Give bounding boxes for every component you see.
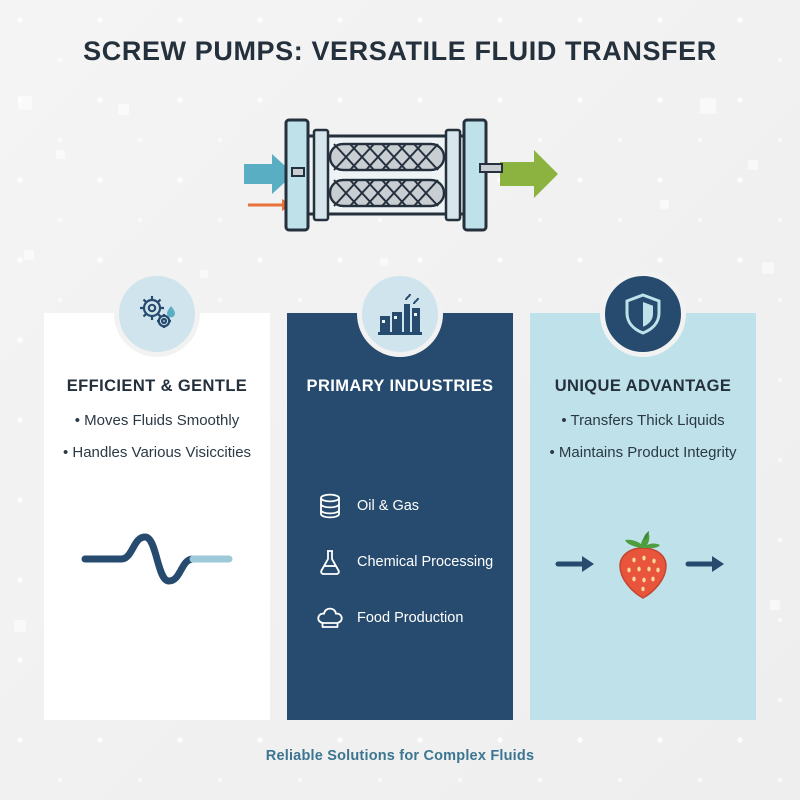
list-item: • Transfers Thick Liquids [561,412,725,430]
industry-label: Chemical Processing [357,554,494,570]
strawberry-transfer-graphic [530,522,756,602]
card-efficient-gentle [44,313,270,720]
page-title: SCREW PUMPS: VERSATILE FLUID TRANSFER [83,36,717,66]
decorative-square [18,96,32,110]
decorative-square [380,258,388,266]
list-item [313,603,513,633]
list-item: • Handles Various Visiccities [62,443,252,461]
decorative-square [762,262,774,274]
right-transfer-arrow [688,556,724,572]
screw-pump-diagram [0,112,800,252]
left-transfer-arrow [558,556,594,572]
flask-icon [313,547,347,577]
card-title: EFFICIENT & GENTLE [66,377,248,395]
list-item [313,547,513,577]
card-primary-industries [287,313,513,720]
card-title: UNIQUE ADVANTAGE [554,377,732,395]
flow-wave-graphic [44,529,270,594]
decorative-square [200,270,208,278]
factory-icon [357,271,443,357]
gears-droplet-icon [114,271,200,357]
industry-list [287,491,513,659]
industry-label: Food Production [357,610,464,626]
list-item: • Moves Fluids Smoothly [74,412,240,430]
outlet-arrow [500,150,558,198]
chef-hat-icon [313,603,347,633]
strawberry-illustration [620,531,666,598]
industry-label: Oil & Gas [357,498,420,514]
decorative-square [14,620,26,632]
card-bullet-list [542,409,744,464]
footer-tagline: Reliable Solutions for Complex Fluids [265,748,535,764]
shield-icon [600,271,686,357]
list-item [313,491,513,521]
list-item: • Maintains Product Integrity [549,443,737,461]
card-unique-advantage [530,313,756,720]
decorative-square [770,600,780,610]
card-title: PRIMARY INDUSTRIES [306,377,494,395]
oil-barrel-icon [313,491,347,521]
cards-row [44,313,756,720]
card-bullet-list [56,409,258,464]
